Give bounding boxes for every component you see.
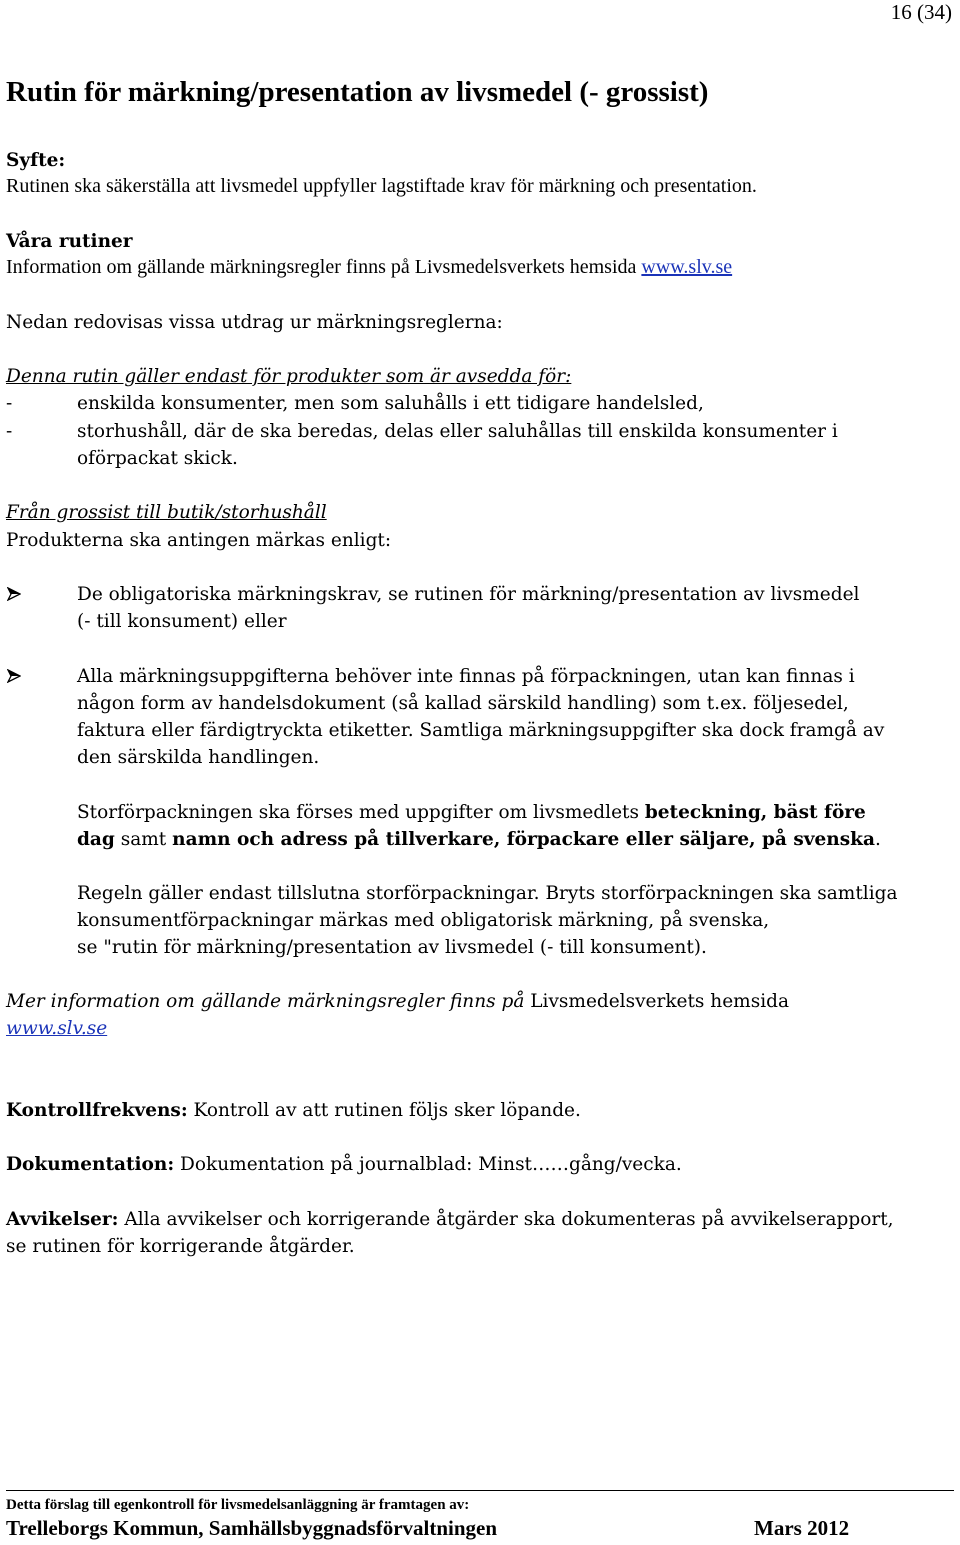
wholesale-intro: Produkterna ska antingen märkas enligt:: [6, 530, 392, 551]
deviations-row-2: se rutinen för korrigerande åtgärder.: [6, 1236, 355, 1257]
documentation-row: [6, 1151, 682, 1178]
package-bold-1: beteckning, bäst före: [644, 802, 866, 823]
wholesale-heading: Från grossist till butik/storhushåll: [6, 502, 327, 523]
package-text-2: samt: [114, 829, 173, 850]
slv-link-2[interactable]: www.slv.se: [6, 1018, 108, 1039]
slv-link[interactable]: www.slv.se: [641, 256, 733, 278]
page-title: Rutin för märkning/presentation av livsmedel (- grossist): [6, 76, 709, 108]
scope-heading: Denna rutin gäller endast för produkter som är avsedda för:: [6, 366, 572, 387]
bullet1-line1: De obligatoriska märkningskrav, se rutinen för märkning/presentation av livsmedel: [77, 584, 860, 605]
package-text-3: .: [874, 829, 881, 850]
intro-text: Nedan redovisas vissa utdrag ur märkningsreglerna:: [6, 312, 503, 333]
more-info-italic: Mer information om gällande märkningsregler finns på: [6, 991, 525, 1012]
package-line2: [77, 826, 881, 853]
scope-dash-1: -: [6, 393, 13, 414]
scope-item-2-cont: oförpackat skick.: [77, 448, 238, 469]
footer-divider: [6, 1490, 954, 1491]
more-info-normal: Livsmedelsverkets hemsida: [524, 991, 789, 1012]
rutiner-sentence: Information om gällande märkningsregler finns på Livsmedelsverkets hemsida: [6, 256, 642, 278]
rule-line3: se "rutin för märkning/presentation av livsmedel (- till konsument).: [77, 937, 707, 958]
bullet2-line3: faktura eller färdigtryckta etiketter. Samtliga märkningsuppgifter ska dock framgå av: [77, 720, 885, 741]
page-number: 16 (34): [890, 0, 952, 24]
footer-organization: Trelleborgs Kommun, Samhällsbyggnadsförvaltningen: [6, 1516, 498, 1540]
arrow-bullet-icon: [7, 587, 21, 601]
package-line1: [77, 799, 866, 826]
syfte-label: Syfte:: [6, 150, 66, 171]
footer-date: Mars 2012: [754, 1516, 850, 1540]
bullet1-line2: (- till konsument) eller: [77, 611, 287, 632]
footer-credit: Detta förslag till egenkontroll för livsmedelsanläggning är framtagen av:: [6, 1497, 470, 1513]
bullet2-line1: Alla märkningsuppgifterna behöver inte finnas på förpackningen, utan kan finnas i: [77, 666, 855, 687]
bullet2-line4: den särskilda handlingen.: [77, 747, 320, 768]
control-row: [6, 1097, 581, 1124]
bullet2-line2: någon form av handelsdokument (så kallad särskild handling) som t.ex. följesedel,: [77, 693, 849, 714]
package-bold-3: namn och adress på tillverkare, förpackare eller säljare, på svenska: [172, 829, 875, 850]
deviations-label: Avvikelser:: [6, 1209, 119, 1230]
scope-item-2: storhushåll, där de ska beredas, delas eller saluhållas till enskilda konsumenter i: [77, 421, 838, 442]
deviations-text: Alla avvikelser och korrigerande åtgärder ska dokumenteras på avvikelserapport,: [118, 1209, 894, 1230]
scope-dash-2: -: [6, 421, 13, 442]
rule-line2: konsumentförpackningar märkas med obligatorisk märkning, på svenska,: [77, 910, 770, 931]
rutiner-text: [6, 254, 732, 281]
scope-item-1: enskilda konsumenter, men som saluhålls i ett tidigare handelsled,: [77, 393, 704, 414]
more-info-link-row: [6, 1015, 107, 1042]
package-text-1: Storförpackningen ska förses med uppgifter om livsmedlets: [77, 802, 645, 823]
documentation-label: Dokumentation:: [6, 1154, 175, 1175]
more-info: [6, 988, 789, 1015]
deviations-row: [6, 1206, 894, 1233]
rule-line1: Regeln gäller endast tillslutna storförpackningar. Bryts storförpackningen ska samtliga: [77, 883, 898, 904]
control-text: Kontroll av att rutinen följs sker löpande.: [187, 1100, 581, 1121]
control-label: Kontrollfrekvens:: [6, 1100, 188, 1121]
arrow-bullet-icon: [7, 669, 21, 683]
package-bold-2: dag: [77, 829, 115, 850]
documentation-text: Dokumentation på journalblad: Minst……gång/vecka.: [174, 1154, 682, 1175]
rutiner-label: Våra rutiner: [6, 231, 133, 252]
syfte-text: Rutinen ska säkerställa att livsmedel uppfyller lagstiftade krav för märkning och presentation.: [6, 175, 757, 197]
